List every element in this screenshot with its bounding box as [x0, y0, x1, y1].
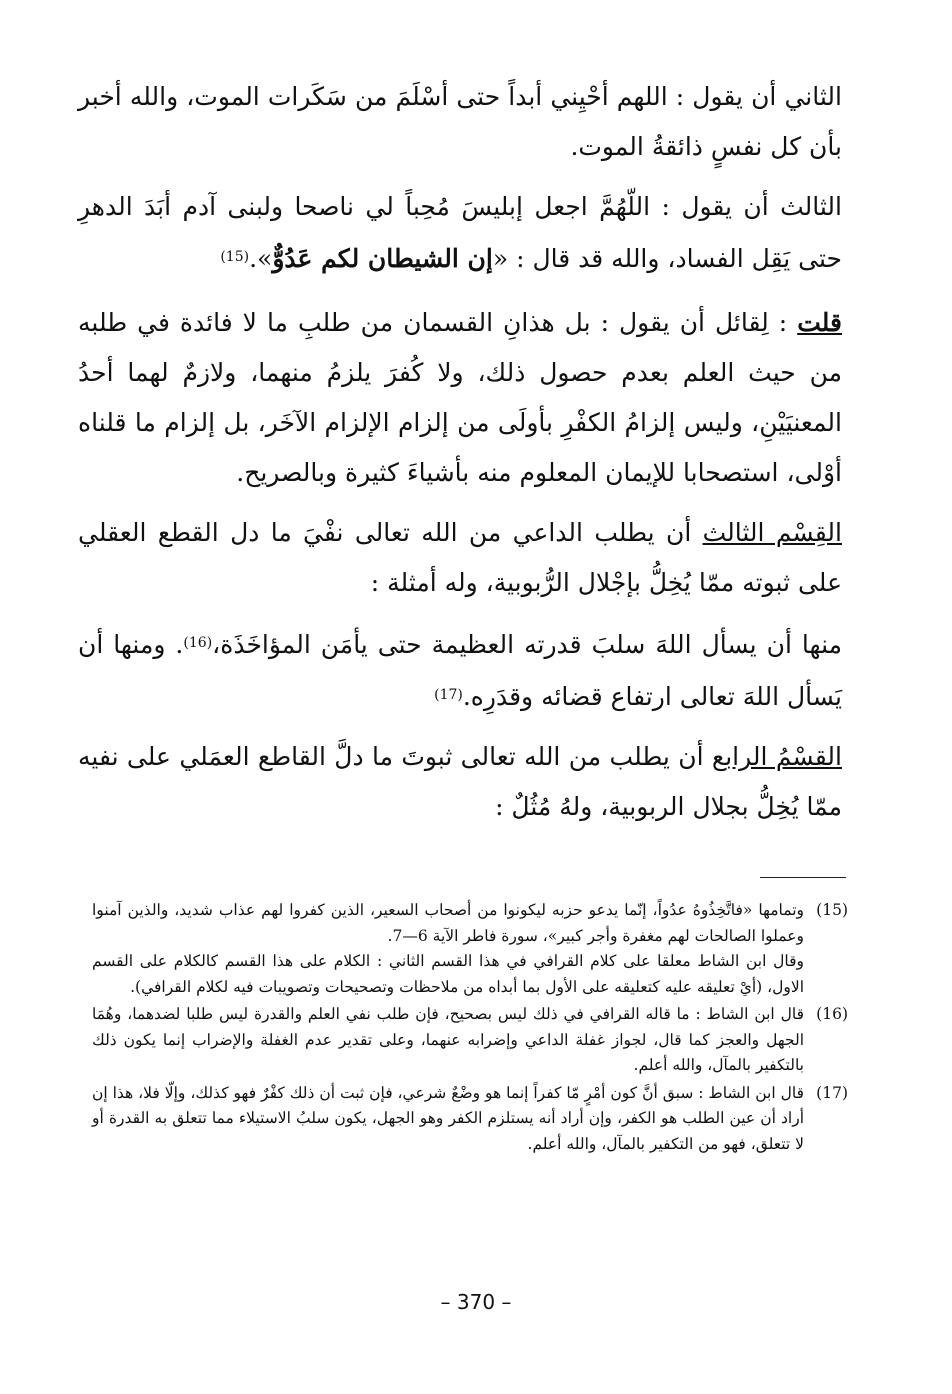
footnote-body — [92, 898, 804, 1000]
page-number: – 370 – — [440, 1290, 512, 1314]
footnote-ref-16[interactable]: (16) — [183, 635, 213, 651]
section-3-heading: القِسْم الثالث — [702, 518, 842, 547]
paragraph-5-text-a: منها أن يسأل اللهَ سلبَ قدرته العظيمة حتى يأمَن المؤاخَذَة، — [212, 630, 843, 659]
paragraph-1 — [78, 72, 842, 172]
paragraph-3 — [78, 298, 842, 498]
paragraph-2 — [78, 182, 842, 284]
footnote-line: وقال ابن الشاط معلقا على كلام القرافي في هذا القسم الثاني : الكلام على هذا القسم كالكلام على القسم الاول، (أيْ تعليقه عليه كتعليقه على الأول بما أبداه من ملاحظات وتصحيحات وتصويبات فيه لكلام القرافي). — [92, 952, 804, 996]
footnote-line: وتمامها «فاتَّخِذُوهُ عدُواً، إنّما يدعو حزبه ليكونوا من أصحاب السعير، الذين كفروا لهم عذاب شديد، والذين آمنوا وعملوا الصالحات لهم مغفرة وأجر كبير»، سورة فاطر الآية 6—7. — [92, 901, 804, 945]
footnote-15 — [92, 898, 848, 1000]
paragraph-6 — [78, 732, 842, 832]
footnote-number: (16) — [816, 1005, 848, 1023]
main-text — [78, 72, 842, 842]
footnote-ref-17[interactable]: (17) — [434, 687, 463, 703]
footnote-line: قال ابن الشاط : سبق أنَّ كون أمْرٍ مّا كفراً إنما هو وضْعٌ شرعي، فإن ثبت أن ذلك كفْرٌ فهو كذلك، وإلّا فلا، هذا إن أراد أن عين الطلب هو الكفر، وإن أراد أنه يستلزم الكفر وهو الجهل، يكون سلبُ الاستيلاء مما تتعلق به القدرة أو لا تتعلق، فهو من التكفير بالمآل، والله أعلم. — [92, 1083, 804, 1153]
footnote-16 — [92, 1002, 848, 1079]
footnote-line: قال ابن الشاط : ما قاله القرافي في ذلك ليس بصحيح، فإن طلب نفي العلم والقدرة ليس طلبا لضدهما، وهُمَا الجهل والعجز كما قال، لجواز غفلة الداعي وإضرابه عنهما، وعلى تقدير عدم الغفلة والإضراب إنما يكون ذلك بالتكفير بالمآل، والله أعلم. — [92, 1005, 804, 1074]
footnotes — [92, 898, 848, 1159]
qultu-heading: قلت — [797, 308, 842, 337]
paragraph-4 — [78, 508, 842, 608]
quran-quote: إن الشيطان لكم عَدُوٌّ — [272, 244, 493, 273]
paragraph-4-text: أن يطلب الداعي من الله تعالى نفْيَ ما دل القطع العقلي على ثبوته ممّا يُخِلُّ بإجْلال الرُّبوبية، وله أمثلة : — [78, 518, 842, 597]
paragraph-5-text-b: . ومنها أن يَسأل اللهَ تعالى ارتفاع قضائه وقدَرِه. — [78, 630, 842, 711]
footnote-number: (15) — [816, 901, 848, 919]
paragraph-5 — [78, 618, 842, 722]
paragraph-1-text: الثاني أن يقول : اللهم أحْيِني أبداً حتى أسْلَمَ من سَكَرات الموت، والله أخبر بأن كل نفسٍ ذائقةُ الموت. — [78, 82, 842, 161]
footnote-body — [92, 1081, 804, 1158]
footnote-17 — [92, 1081, 848, 1158]
footnote-separator — [760, 877, 846, 878]
paragraph-2-end: ». — [249, 244, 273, 273]
section-4-heading: القسْمُ الرابع — [711, 742, 842, 771]
footnote-number: (17) — [816, 1083, 848, 1102]
paragraph-2-text: الثالث أن يقول : اللّهُمَّ اجعل إبليسَ مُحِباً لي ناصحا ولبنى آدم أبَدَ الدهرِ حتى يَقِل الفساد، والله قد قال : « — [78, 192, 842, 273]
paragraph-6-text: أن يطلب من الله تعالى ثبوتَ ما دلَّ القاطع العمَلي على نفيه ممّا يُخِلُّ بجلال الربوبية، ولهُ مُثُلٌ : — [78, 742, 842, 821]
footnote-ref-15[interactable]: (15) — [220, 249, 250, 265]
paragraph-3-text: : لِقائل أن يقول : بل هذانِ القسمان من طلبِ ما لا فائدة في طلبه من حيث العلم بعدم حصول ذلك، ولا كُفرَ يلزمُ منهما، ولازمٌ لهما أحدُ المعنيَيْنِ، وليس إلزامُ الكفْرِ بأولَى من إلزام الإلزام الآخَر، بل إلزام ما قلناه أوْلى، استصحابا للإيمان المعلوم منه بأشياءَ كثيرة وبالصريح. — [78, 308, 842, 487]
footnote-body — [92, 1002, 804, 1079]
